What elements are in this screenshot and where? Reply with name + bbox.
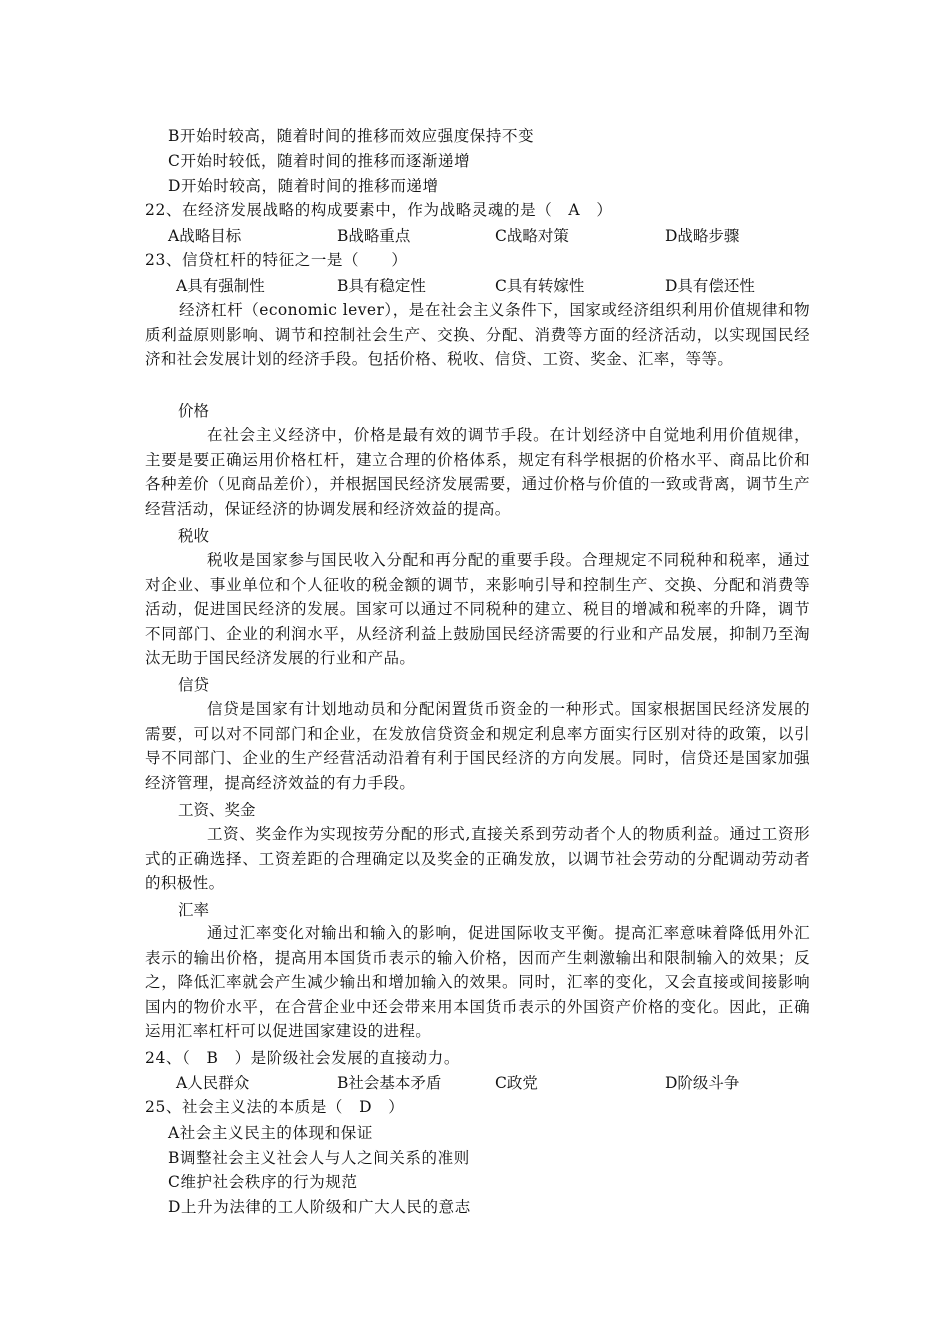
- section-text-price: 在社会主义经济中，价格是最有效的调节手段。在计划经济中自觉地利用价值规律，主要是要正确运用价格杠杆，建立合理的价格体系，规定有科学根据的价格水平、商品比价和各种差价（见商品差价），并根据国民经济发展需要，通过价格与价值的一致或背离，调节生产经营活动，保证经济的协调发展和经济效益的提高。: [145, 426, 810, 518]
- q24-option-b: B社会基本矛盾: [337, 1074, 442, 1092]
- q23-option-c: C具有转嫁性: [495, 277, 585, 295]
- q21-option-d: D开始时较高，随着时间的推移而递增: [168, 177, 439, 195]
- q25-option-c: C维护社会秩序的行为规范: [168, 1173, 358, 1191]
- q22-option-a: A战略目标: [168, 227, 242, 245]
- q25-option-b: B调整社会主义社会人与人之间关系的准则: [168, 1149, 470, 1167]
- q22-option-d: D战略步骤: [665, 227, 740, 245]
- q23-option-b: B具有稳定性: [337, 277, 426, 295]
- economic-lever-intro: 经济杠杆（economic lever），是在社会主义条件下，国家或经济组织利用价值规律和物质利益原则影响、调节和控制社会生产、交换、分配、消费等方面的经济活动，以实现国民经济和社会发展计划的经济手段。包括价格、税收、信贷、工资、奖金、汇率，等等。: [145, 301, 810, 369]
- q22-question: 22、在经济发展战略的构成要素中，作为战略灵魂的是（ A ）: [145, 201, 613, 219]
- section-text-tax: 税收是国家参与国民收入分配和再分配的重要手段。合理规定不同税种和税率，通过对企业、事业单位和个人征收的税金额的调节，来影响引导和控制生产、交换、分配和消费等活动，促进国民经济的发展。国家可以通过不同税种的建立、税目的增减和税率的升降，调节不同部门、企业的利润水平，从经济利益上鼓励国民经济需要的行业和产品发展，抑制乃至淘汰无助于国民经济发展的行业和产品。: [145, 551, 810, 668]
- section-heading-wages: 工资、奖金: [178, 801, 256, 819]
- section-heading-credit: 信贷: [178, 676, 210, 694]
- q23-option-d: D具有偿还性: [665, 277, 755, 295]
- section-heading-price: 价格: [178, 402, 210, 420]
- q22-option-b: B战略重点: [337, 227, 411, 245]
- q24-option-d: D阶级斗争: [665, 1074, 740, 1092]
- q23-option-a: A具有强制性: [176, 277, 265, 295]
- q24-option-c: C政党: [495, 1074, 538, 1092]
- q25-option-d: D上升为法律的工人阶级和广大人民的意志: [168, 1198, 471, 1216]
- section-text-wages: 工资、奖金作为实现按劳分配的形式,直接关系到劳动者个人的物质利益。通过工资形式的正确选择、工资差距的合理确定以及奖金的正确发放，以调节社会劳动的分配调动劳动者的积极性。: [145, 825, 810, 893]
- q21-option-c: C开始时较低，随着时间的推移而逐渐递增: [168, 152, 471, 170]
- section-heading-tax: 税收: [178, 527, 210, 545]
- q25-question: 25、社会主义法的本质是（ D ）: [145, 1098, 405, 1116]
- q24-option-a: A人民群众: [176, 1074, 250, 1092]
- q21-option-b: B开始时较高，随着时间的推移而效应强度保持不变: [168, 127, 535, 145]
- section-text-credit: 信贷是国家有计划地动员和分配闲置货币资金的一种形式。国家根据国民经济发展的需要，可以对不同部门和企业，在发放信贷资金和规定利息率方面实行区别对待的政策，以引导不同部门、企业的生产经营活动沿着有利于国民经济的方向发展。同时，信贷还是国家加强经济管理，提高经济效益的有力手段。: [145, 700, 810, 792]
- q22-option-c: C战略对策: [495, 227, 569, 245]
- q25-option-a: A社会主义民主的体现和保证: [168, 1124, 373, 1142]
- q24-question: 24、（ B ）是阶级社会发展的直接动力。: [145, 1049, 460, 1067]
- section-text-exchange-rate: 通过汇率变化对输出和输入的影响，促进国际收支平衡。提高汇率意味着降低用外汇表示的输出价格，提高用本国货币表示的输入价格，因而产生刺激输出和限制输入的效果；反之，降低汇率就会产生减少输出和增加输入的效果。同时，汇率的变化，又会直接或间接影响国内的物价水平，在合营企业中还会带来用本国货币表示的外国资产价格的变化。因此，正确运用汇率杠杆可以促进国家建设的进程。: [145, 924, 810, 1041]
- section-heading-exchange-rate: 汇率: [178, 901, 210, 919]
- q23-question: 23、信贷杠杆的特征之一是（ ）: [145, 251, 408, 269]
